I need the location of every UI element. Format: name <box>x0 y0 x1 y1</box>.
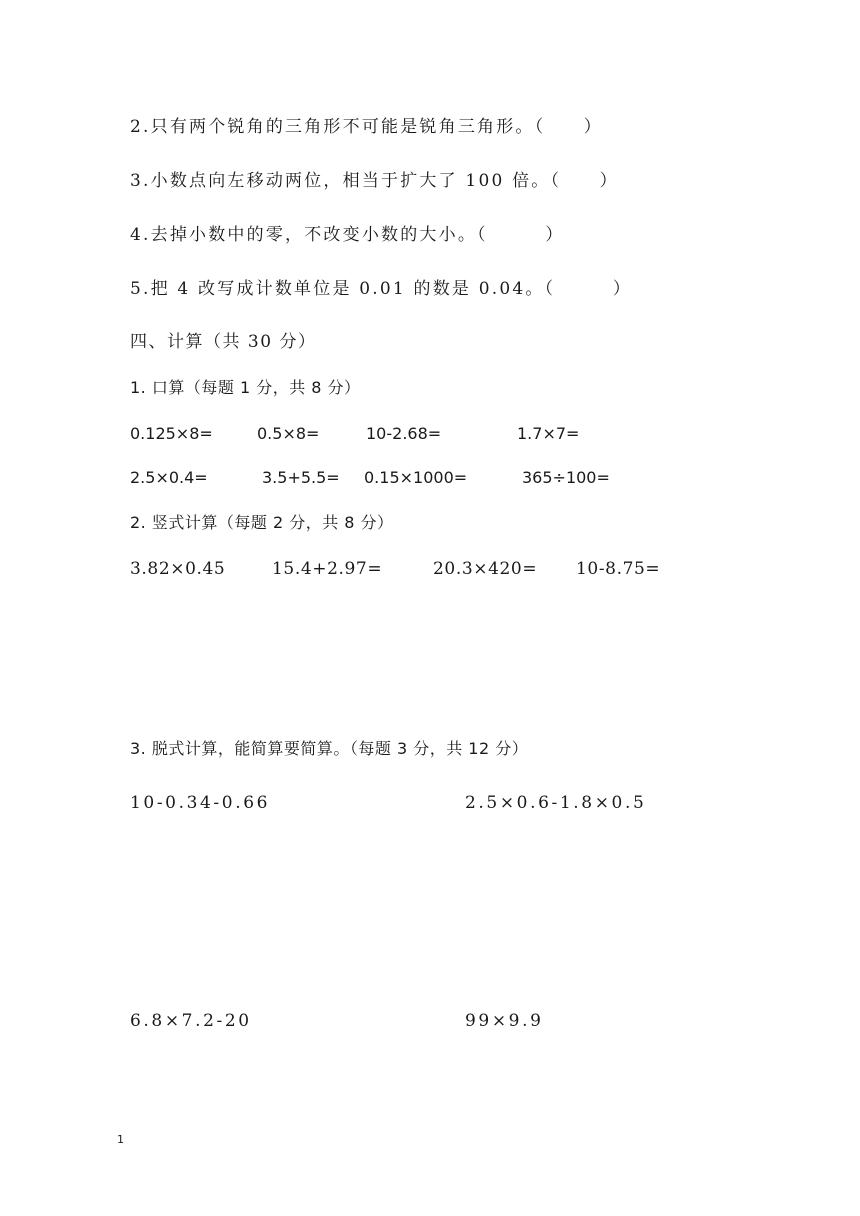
oral-item: 10-2.68= <box>366 424 442 443</box>
oral-item: 365÷100= <box>522 468 610 487</box>
vertical-title: 2. 竖式计算（每题 2 分，共 8 分） <box>130 513 394 532</box>
stepwise-item: 10-0.34-0.66 <box>130 793 271 813</box>
stepwise-item: 99×9.9 <box>465 1011 544 1031</box>
stepwise-item: 6.8×7.2-20 <box>130 1011 252 1031</box>
judge-item-3: 3.小数点向左移动两位，相当于扩大了 100 倍。（ ） <box>130 171 619 191</box>
stepwise-title: 3. 脱式计算，能简算要简算。（每题 3 分，共 12 分） <box>130 739 529 758</box>
oral-item: 1.7×7= <box>517 424 580 443</box>
oral-item: 0.15×1000= <box>364 468 468 487</box>
section-title: 四、计算（共 30 分） <box>130 332 317 352</box>
judge-item-2: 2.只有两个锐角的三角形不可能是锐角三角形。（ ） <box>130 117 603 137</box>
oral-title: 1. 口算（每题 1 分，共 8 分） <box>130 378 361 397</box>
judge-item-4: 4.去掉小数中的零，不改变小数的大小。（ ） <box>130 225 565 245</box>
vertical-item: 3.82×0.45 <box>130 559 226 579</box>
stepwise-item: 2.5×0.6-1.8×0.5 <box>465 793 647 813</box>
judge-item-5: 5.把 4 改写成计数单位是 0.01 的数是 0.04。（ ） <box>130 279 633 299</box>
page-number: 1 <box>117 1133 124 1146</box>
oral-item: 0.125×8= <box>130 424 213 443</box>
vertical-item: 15.4+2.97= <box>272 559 383 579</box>
oral-item: 3.5+5.5= <box>262 468 340 487</box>
oral-item: 0.5×8= <box>257 424 320 443</box>
vertical-item: 10-8.75= <box>576 559 661 579</box>
vertical-item: 20.3×420= <box>433 559 538 579</box>
oral-item: 2.5×0.4= <box>130 468 208 487</box>
